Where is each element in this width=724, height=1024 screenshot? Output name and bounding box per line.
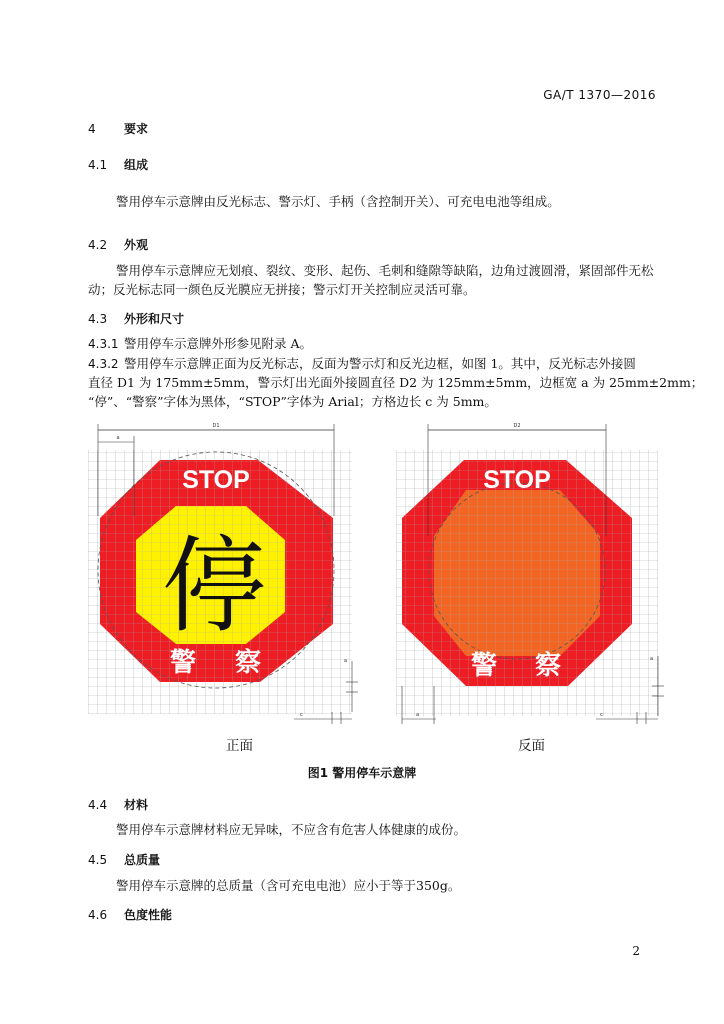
paragraph-4-2-line2: 动；反光标志同一颜色反光膜应无拼接；警示灯开关控制应灵活可靠。 xyxy=(88,282,476,297)
heading-4-2 xyxy=(88,236,148,253)
heading-4 xyxy=(88,120,148,137)
heading-number: 4.3 xyxy=(88,312,108,326)
heading-title: 材料 xyxy=(124,798,149,812)
paragraph-4-5: 警用停车示意牌的总质量（含可充电电池）应小于等于350g。 xyxy=(116,878,461,893)
clause-text: 警用停车示意牌外形参见附录 A。 xyxy=(124,336,313,351)
heading-number: 4 xyxy=(88,122,96,136)
clause-4-3-2-line1 xyxy=(88,354,636,374)
heading-4-1 xyxy=(88,156,148,173)
police-character-2: 察 xyxy=(234,648,262,678)
dimension-a-bottom: a xyxy=(416,712,420,718)
heading-title: 外观 xyxy=(124,238,149,252)
heading-number: 4.4 xyxy=(88,798,108,812)
heading-title: 外形和尺寸 xyxy=(124,312,185,326)
heading-4-4 xyxy=(88,796,148,813)
clause-number: 4.3.2 xyxy=(88,357,119,371)
dimension-d1: D1 xyxy=(212,423,220,429)
caption-back: 反面 xyxy=(518,738,545,754)
dimension-a-right: a xyxy=(650,656,654,662)
dimension-a-right: a xyxy=(344,658,348,664)
heading-number: 4.6 xyxy=(88,908,108,922)
stop-text: STOP xyxy=(182,466,250,494)
standard-code: GA/T 1370—2016 xyxy=(543,88,656,102)
police-character-1: 警 xyxy=(169,648,197,678)
clause-4-3-2-line3: “停”、“警察”字体为黑体，“STOP”字体为 Arial；方格边长 c 为 5mm。 xyxy=(88,394,497,409)
clause-4-3-2-line2: 直径 D1 为 175mm±5mm，警示灯出光面外接圆直径 D2 为 125mm±5mm，边框宽 a 为 25mm±2mm； xyxy=(88,375,704,390)
heading-title: 组成 xyxy=(124,158,149,172)
dimension-c: c xyxy=(600,712,603,718)
police-character-2: 察 xyxy=(534,651,562,681)
dimension-c: c xyxy=(300,712,303,718)
heading-title: 色度性能 xyxy=(124,908,173,922)
heading-title: 总质量 xyxy=(124,853,161,867)
heading-number: 4.2 xyxy=(88,238,108,252)
figure-title: 图1 警用停车示意牌 xyxy=(307,766,417,780)
paragraph-4-2-line1: 警用停车示意牌应无划痕、裂纹、变形、起伤、毛刺和缝隙等缺陷，边角过渡圆滑，紧固部件无松 xyxy=(116,263,654,278)
clause-4-3-1 xyxy=(88,334,312,354)
paragraph-4-1: 警用停车示意牌由反光标志、警示灯、手柄（含控制开关）、可充电电池等组成。 xyxy=(116,194,560,209)
figure-front-sign xyxy=(88,416,368,734)
dimension-d2: D2 xyxy=(513,423,521,429)
page-number: 2 xyxy=(632,944,640,958)
heading-number: 4.5 xyxy=(88,853,108,867)
heading-4-3 xyxy=(88,310,184,327)
figure-back-sign xyxy=(396,416,672,734)
heading-4-6 xyxy=(88,906,172,923)
stop-character: 停 xyxy=(161,525,267,647)
stop-text: STOP xyxy=(483,466,551,494)
heading-number: 4.1 xyxy=(88,158,108,172)
paragraph-4-4: 警用停车示意牌材料应无异味，不应含有危害人体健康的成份。 xyxy=(116,822,467,837)
heading-4-5 xyxy=(88,851,160,868)
clause-number: 4.3.1 xyxy=(88,337,119,351)
dimension-a-top: a xyxy=(116,435,120,441)
clause-text: 警用停车示意牌正面为反光标志，反面为警示灯和反光边框，如图 1。其中，反光标志外接圆 xyxy=(124,356,636,371)
police-character-1: 警 xyxy=(470,651,498,681)
caption-front: 正面 xyxy=(226,738,253,754)
heading-title: 要求 xyxy=(124,122,149,136)
